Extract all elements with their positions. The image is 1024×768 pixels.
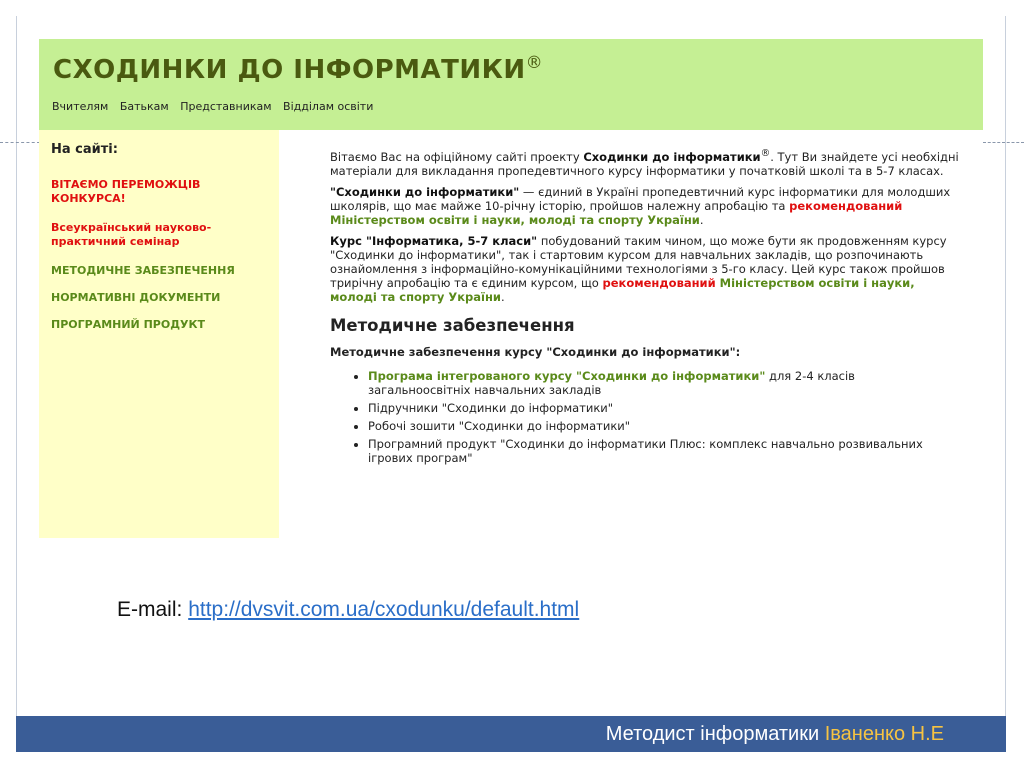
punctuation: . xyxy=(699,212,704,227)
nav-link-teachers[interactable]: Вчителям xyxy=(52,100,109,113)
site-title-text: СХОДИНКИ ДО ІНФОРМАТИКИ xyxy=(53,55,526,85)
course-5-7-name: Курс "Інформатика, 5-7 класи" xyxy=(330,233,538,248)
course-text: — єдиний в Україні пропедевтичний курс інформатики для молодших школярів, що має майже 10-річну історію, пройшов належну апробацію та xyxy=(330,184,951,213)
sidebar xyxy=(39,130,279,538)
dashed-divider-left xyxy=(0,142,40,143)
registered-mark: ® xyxy=(760,148,771,159)
sidebar-heading: На сайті: xyxy=(51,142,118,157)
materials-list xyxy=(330,369,960,465)
program-link[interactable]: Програма інтегрованого курсу "Сходинки до інформатики" xyxy=(368,368,766,383)
top-nav xyxy=(52,100,381,113)
email-line xyxy=(117,598,579,622)
sidebar-link-winners[interactable]: ВІТАЄМО ПЕРЕМОЖЦІВ КОНКУРСА! xyxy=(51,178,201,205)
intro-text: . Тут Ви знайдете усі необхідні матеріали для викладання пропедевтичного курсу інформатики у початковій школі та в 5-7 класах. xyxy=(330,149,959,178)
main-content xyxy=(330,147,960,469)
ministry-link[interactable]: Міністерством освіти і науки, молоді та спорту України xyxy=(330,212,700,227)
site-header xyxy=(39,39,983,130)
sidebar-link-seminar[interactable]: Всеукраїнський науково-практичний семінар xyxy=(51,221,212,248)
nav-link-education-departments[interactable]: Відділам освіти xyxy=(283,100,374,113)
intro-paragraph xyxy=(330,147,960,178)
nav-link-parents[interactable]: Батькам xyxy=(119,100,169,113)
footer-name: Іваненко Н.Е xyxy=(824,723,944,745)
course-5-7-paragraph xyxy=(330,234,960,304)
list-item xyxy=(368,369,960,397)
site-title xyxy=(53,53,543,85)
list-item-text: для 2-4 класів загальноосвітніх навчальних закладів xyxy=(368,368,855,397)
section-subheading: Методичне забезпечення курсу "Сходинки до інформатики": xyxy=(330,344,741,359)
list-item: • Робочі зошити "Сходинки до інформатики" xyxy=(368,419,960,433)
ministry-link[interactable]: Міністерством освіти і науки, молоді та спорту України xyxy=(330,275,915,304)
nav-link-representatives[interactable]: Представникам xyxy=(180,100,272,113)
email-link[interactable]: http://dvsvit.com.ua/cxodunku/default.html xyxy=(188,598,580,621)
recommended-label: рекомендований xyxy=(602,275,716,290)
sidebar-link-software[interactable]: ПРОГРАМНИЙ ПРОДУКТ xyxy=(51,318,205,331)
footer-bar xyxy=(16,716,1006,752)
registered-mark: ® xyxy=(525,53,544,73)
footer-text xyxy=(606,723,944,746)
recommended-label: рекомендований xyxy=(789,198,903,213)
list-item: • Підручники "Сходинки до інформатики" xyxy=(368,401,960,415)
list-item: • Програмний продукт "Сходинки до інформатики Плюс: комплекс навчально розвивальних ігрових програм" xyxy=(368,437,960,465)
intro-text: Вітаємо Вас на офіційному сайті проекту xyxy=(330,149,584,164)
punctuation: . xyxy=(500,289,505,304)
sidebar-link-methodical[interactable]: МЕТОДИЧНЕ ЗАБЕЗПЕЧЕННЯ xyxy=(51,264,235,277)
email-label: E-mail: xyxy=(117,598,189,621)
project-name: Сходинки до інформатики xyxy=(583,149,761,164)
course-name: "Сходинки до інформатики" xyxy=(330,184,520,199)
course-paragraph xyxy=(330,185,960,227)
section-title: Методичне забезпечення xyxy=(330,315,575,335)
footer-role: Методист інформатики xyxy=(605,723,825,745)
sidebar-link-normative-docs[interactable]: НОРМАТИВНІ ДОКУМЕНТИ xyxy=(51,291,221,304)
dashed-divider-right xyxy=(983,142,1024,143)
course-5-7-text: побудований таким чином, що може бути як продовженням курсу "Сходинки до інформатики", так і стартовим курсом для навчальних закладів, що розпочинають ознайомлення з інформаційно-комунікаційними технологіями з 5-го класу. Цей курс також пройшов трирічну апробацію та є єдиним курсом, що xyxy=(330,233,947,290)
